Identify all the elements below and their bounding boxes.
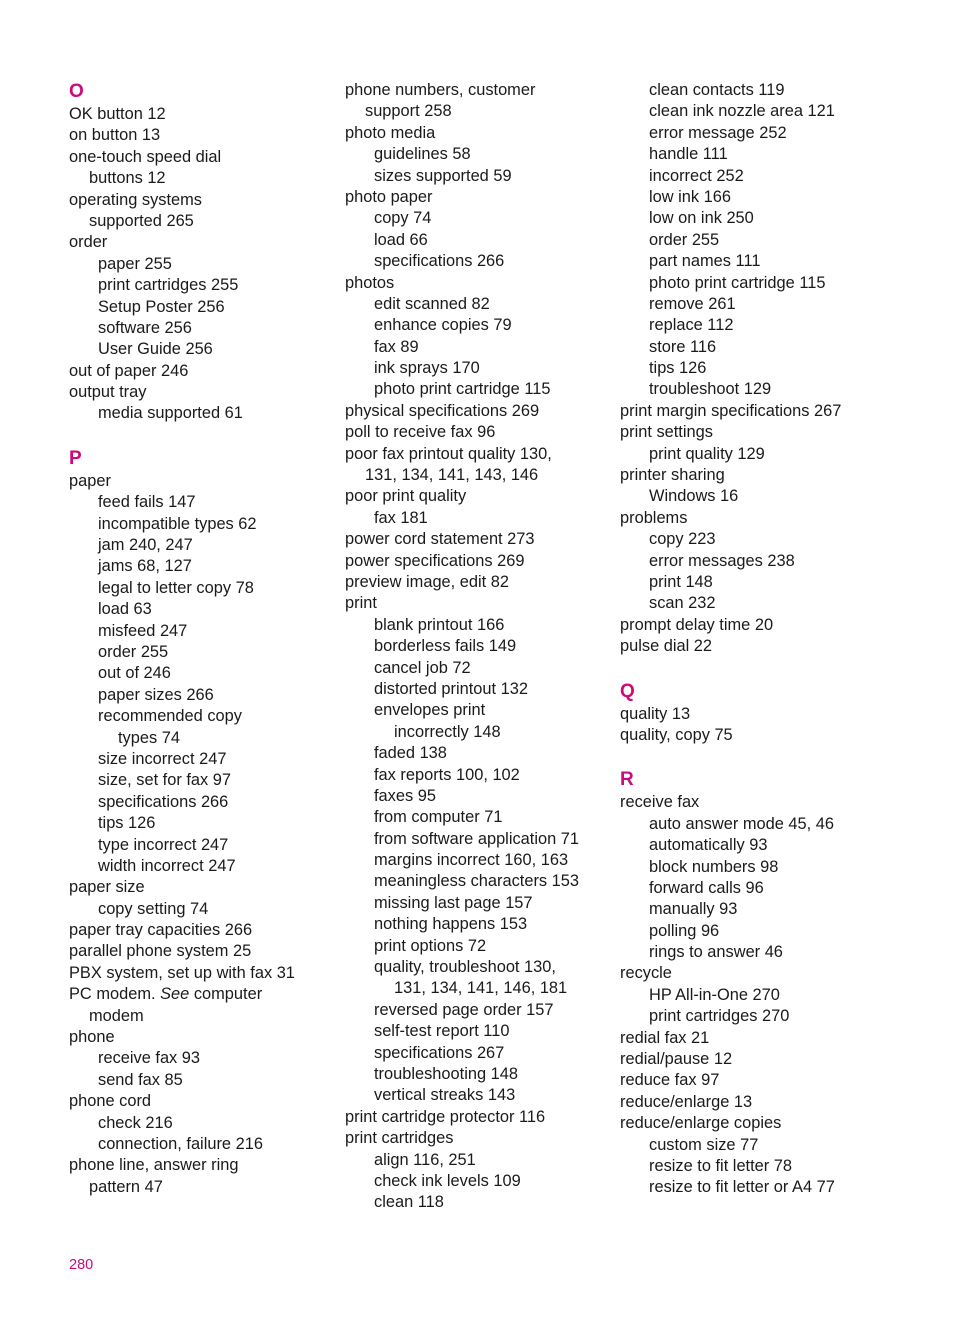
index-entry: reduce/enlarge copies [620,1114,782,1133]
index-entry: quality, copy 75 [620,725,733,744]
index-subentry: ink sprays 170 [374,359,480,378]
index-subentry: scan 232 [649,594,716,613]
index-entry: print margin specifications 267 [620,401,842,420]
index-subentry: replace 112 [649,316,734,335]
index-subentry: copy 223 [649,530,716,549]
index-subentry: resize to fit letter 78 [649,1156,793,1175]
index-subentry: out of 246 [98,664,171,683]
index-entry: print cartridges [345,1129,454,1148]
index-subentry: check ink levels 109 [374,1171,521,1190]
index-subentry: from software application 71 [374,829,579,848]
index-subentry: align 116, 251 [374,1150,476,1169]
index-entry: redial/pause 12 [620,1050,733,1069]
index-subentry: copy setting 74 [98,899,209,918]
index-entry: redial fax 21 [620,1028,710,1047]
index-subentry: polling 96 [649,921,720,940]
index-entry-continuation: pattern 47 [89,1177,163,1196]
index-subentry: faxes 95 [374,786,436,805]
index-subentry: troubleshooting 148 [374,1064,518,1083]
index-subentry: fax reports 100, 102 [374,765,520,784]
index-entry: poor print quality [345,487,467,506]
index-subentry: recommended copy [98,707,242,726]
index-subentry: sizes supported 59 [374,166,512,185]
section-gap [620,746,920,768]
index-subentry: feed fails 147 [98,493,196,512]
index-entry: photo media [345,123,436,142]
index-subentry: enhance copies 79 [374,316,512,335]
index-entry: reduce/enlarge 13 [620,1092,753,1111]
index-subentry: Setup Poster 256 [98,297,225,316]
index-subentry: size incorrect 247 [98,749,227,768]
index-entry: paper [69,471,111,490]
index-subentry: distorted printout 132 [374,679,528,698]
index-entry-continuation: support 258 [365,102,452,121]
index-subentry: automatically 93 [649,836,768,855]
index-subentry: clean 118 [374,1193,444,1212]
index-subentry-continuation: incorrectly 148 [394,722,501,741]
page-number: 280 [69,1257,94,1273]
index-entry: print settings [620,423,713,442]
index-entry: printer sharing [620,466,725,485]
index-entry: photo paper [345,187,433,206]
index-subentry: copy 74 [374,209,432,228]
index-entry: phone line, answer ring [69,1156,239,1175]
index-subentry: envelopes print [374,701,486,720]
section-gap [69,425,339,447]
index-subentry: margins incorrect 160, 163 [374,851,569,870]
section-letter: R [620,769,634,791]
index-entry: receive fax [620,793,700,812]
index-subentry: rings to answer 46 [649,943,783,962]
index-entry: parallel phone system 25 [69,942,252,961]
index-entry: reduce fax 97 [620,1071,720,1090]
index-entry: OK button 12 [69,105,166,123]
index-entry: prompt delay time 20 [620,615,774,634]
index-subentry: fax 181 [374,508,428,527]
index-subentry: error message 252 [649,123,787,142]
index-subentry: quality, troubleshoot 130, [374,958,556,977]
index-subentry: missing last page 157 [374,893,533,912]
index-column-2 [345,80,615,1214]
index-subentry: cancel job 72 [374,658,471,677]
index-subentry: incorrect 252 [649,166,744,185]
see-label: See [160,985,190,1004]
index-subentry: print cartridges 270 [649,1007,790,1026]
index-subentry: receive fax 93 [98,1049,201,1068]
index-subentry: clean ink nozzle area 121 [649,102,835,121]
index-entry: paper size [69,878,145,897]
index-subentry: tips 126 [649,359,707,378]
index-column-3 [620,80,920,1199]
section-letter: Q [620,680,635,702]
index-subentry: self-test report 110 [374,1022,510,1041]
index-subentry: tips 126 [98,814,156,833]
index-subentry: print 148 [649,572,713,591]
index-entry: preview image, edit 82 [345,572,509,591]
index-subentry: blank printout 166 [374,615,505,634]
index-subentry: order 255 [649,230,720,249]
index-entry: on button 13 [69,126,161,145]
index-entry: paper tray capacities 266 [69,921,253,940]
index-subentry: specifications 266 [374,252,505,271]
index-entry: quality 13 [620,704,691,723]
index-subentry: store 116 [649,337,717,356]
index-entry: pulse dial 22 [620,637,713,656]
index-subentry: legal to letter copy 78 [98,578,254,597]
index-subentry: print quality 129 [649,444,765,463]
index-subentry: low on ink 250 [649,209,754,228]
index-entry: print cartridge protector 116 [345,1107,546,1126]
index-subentry: edit scanned 82 [374,294,490,313]
index-subentry: photo print cartridge 115 [374,380,551,399]
index-subentry: type incorrect 247 [98,835,229,854]
index-subentry: vertical streaks 143 [374,1086,516,1105]
index-entry-see-reference [69,984,339,1005]
index-column-1 [69,80,339,1198]
index-subentry: misfeed 247 [98,621,188,640]
index-subentry: handle 111 [649,145,728,164]
index-subentry: incompatible types 62 [98,514,257,533]
index-entry: PBX system, set up with fax 31 [69,963,295,982]
index-subentry: resize to fit letter or A4 77 [649,1178,835,1197]
index-entry: poll to receive fax 96 [345,423,496,442]
index-subentry: print options 72 [374,936,487,955]
index-subentry: load 63 [98,600,152,619]
index-subentry: reversed page order 157 [374,1000,554,1019]
index-subentry: auto answer mode 45, 46 [649,814,834,833]
see-target: computer [193,985,263,1004]
index-entry: power specifications 269 [345,551,525,570]
index-subentry: photo print cartridge 115 [649,273,826,292]
index-entry: problems [620,508,688,527]
index-subentry-continuation: 131, 134, 141, 146, 181 [394,979,568,998]
index-entry: order [69,233,108,252]
index-subentry: faded 138 [374,744,447,763]
index-subentry: specifications 266 [98,792,229,811]
index-subentry: block numbers 98 [649,857,779,876]
index-subentry-continuation: types 74 [118,728,180,747]
index-entry: out of paper 246 [69,361,189,380]
index-entry: output tray [69,383,147,402]
index-subentry: remove 261 [649,294,736,313]
section-gap [620,658,920,680]
index-entry-continuation: buttons 12 [89,169,166,188]
entry-term: PC modem. [69,985,156,1004]
index-subentry: print cartridges 255 [98,276,239,295]
index-entry: phone cord [69,1092,152,1111]
index-subentry: load 66 [374,230,428,249]
index-entry: power cord statement 273 [345,530,535,549]
index-subentry: nothing happens 153 [374,915,528,934]
index-entry: phone [69,1028,115,1047]
index-entry: poor fax printout quality 130, [345,444,552,463]
index-subentry: HP All-in-One 270 [649,985,780,1004]
section-letter: P [69,447,82,469]
index-subentry: size, set for fax 97 [98,771,232,790]
index-subentry: troubleshoot 129 [649,380,772,399]
index-subentry: software 256 [98,318,192,337]
index-subentry: meaningless characters 153 [374,872,579,891]
index-subentry: error messages 238 [649,551,795,570]
index-subentry: low ink 166 [649,187,732,206]
index-subentry: jam 240, 247 [98,536,193,555]
index-subentry: order 255 [98,642,169,661]
index-subentry: connection, failure 216 [98,1134,263,1153]
index-entry: one-touch speed dial [69,147,222,166]
index-subentry: width incorrect 247 [98,856,236,875]
index-subentry: Windows 16 [649,487,739,506]
index-subentry: forward calls 96 [649,878,764,897]
index-subentry: paper 255 [98,254,172,273]
index-subentry: jams 68, 127 [98,557,192,576]
index-subentry: send fax 85 [98,1070,183,1089]
index-subentry: from computer 71 [374,808,503,827]
index-entry-continuation: modem [89,1006,144,1025]
index-entry: operating systems [69,190,203,209]
index-subentry: manually 93 [649,900,738,919]
index-subentry: paper sizes 266 [98,685,214,704]
index-subentry: borderless fails 149 [374,637,517,656]
index-subentry: guidelines 58 [374,145,471,164]
section-letter: O [69,81,84,102]
index-subentry: specifications 267 [374,1043,505,1062]
index-entry-continuation: supported 265 [89,211,194,230]
index-entry-continuation: 131, 134, 141, 143, 146 [365,466,539,485]
index-subentry: check 216 [98,1113,173,1132]
index-subentry: fax 89 [374,337,419,356]
index-entry: physical specifications 269 [345,401,540,420]
index-subentry: clean contacts 119 [649,81,785,99]
index-entry: phone numbers, customer [345,81,536,99]
index-subentry: User Guide 256 [98,340,213,359]
index-entry: photos [345,273,395,292]
index-subentry: part names 111 [649,252,761,271]
index-entry: recycle [620,964,672,983]
index-entry: print [345,594,377,613]
index-subentry: custom size 77 [649,1135,759,1154]
index-subentry: media supported 61 [98,404,243,423]
